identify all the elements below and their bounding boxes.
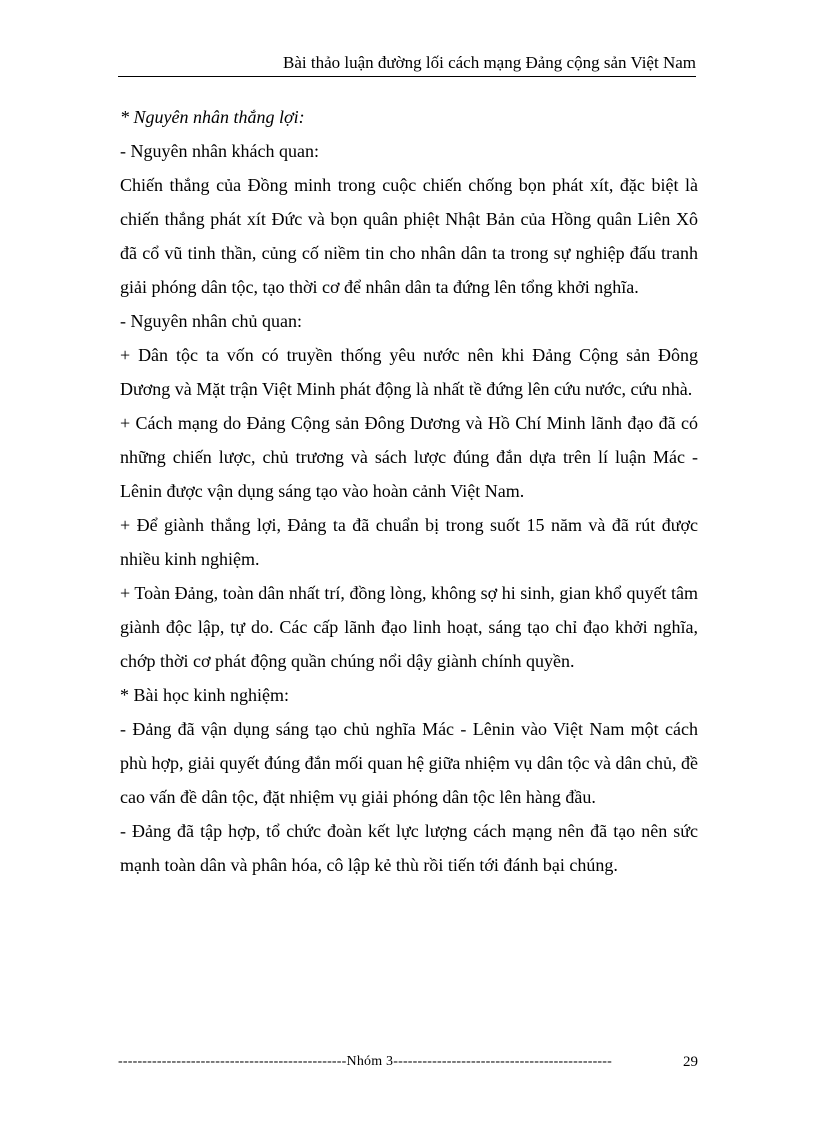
lesson-item: - Đảng đã vận dụng sáng tạo chủ nghĩa Mác - Lênin vào Việt Nam một cách phù hợp, giải quyết đúng đắn mối quan hệ giữa nhiệm vụ dân tộc và dân chủ, đề cao vấn đề dân tộc, đặt nhiệm vụ giải phóng dân tộc lên hàng đầu.: [120, 719, 698, 807]
subjective-point: + Cách mạng do Đảng Cộng sản Đông Dương và Hồ Chí Minh lãnh đạo đã có những chiến lược, chủ trương và sách lược đúng đắn dựa trên lí luận Mác - Lênin được vận dụng sáng tạo vào hoàn cảnh Việt Nam.: [120, 413, 698, 501]
subjective-point: + Dân tộc ta vốn có truyền thống yêu nước nên khi Đảng Cộng sản Đông Dương và Mặt trận Việt Minh phát động là nhất tề đứng lên cứu nước, cứu nhà.: [120, 345, 698, 399]
footer-group-label: -----------------------------------------------Nhóm 3---------------------------------------------: [118, 1054, 613, 1069]
document-body: [120, 100, 698, 882]
objective-paragraph: Chiến thắng của Đồng minh trong cuộc chiến chống bọn phát xít, đặc biệt là chiến thắng phát xít Đức và bọn quân phiệt Nhật Bản của Hồng quân Liên Xô đã cổ vũ tinh thần, củng cố niềm tin cho nhân dân ta trong sự nghiệp đấu tranh giải phóng dân tộc, tạo thời cơ để nhân dân ta đứng lên tổng khởi nghĩa.: [120, 175, 698, 297]
lesson-item: - Đảng đã tập hợp, tổ chức đoàn kết lực lượng cách mạng nên đã tạo nên sức mạnh toàn dân và phân hóa, cô lập kẻ thù rồi tiến tới đánh bại chúng.: [120, 821, 698, 875]
lessons-heading: * Bài học kinh nghiệm:: [120, 685, 289, 705]
header-title: Bài thảo luận đường lối cách mạng Đảng cộng sản Việt Nam: [283, 53, 696, 72]
cause-heading: * Nguyên nhân thắng lợi:: [120, 107, 305, 127]
page-header: [118, 50, 696, 77]
objective-label: - Nguyên nhân khách quan:: [120, 141, 319, 161]
subjective-point: + Toàn Đảng, toàn dân nhất trí, đồng lòng, không sợ hi sinh, gian khổ quyết tâm giành độc lập, tự do. Các cấp lãnh đạo linh hoạt, sáng tạo chỉ đạo khởi nghĩa, chớp thời cơ phát động quần chúng nổi dậy giành chính quyền.: [120, 583, 698, 671]
subjective-point: + Để giành thắng lợi, Đảng ta đã chuẩn bị trong suốt 15 năm và đã rút được nhiều kinh nghiệm.: [120, 515, 698, 569]
page-number: 29: [683, 1054, 698, 1070]
subjective-label: - Nguyên nhân chủ quan:: [120, 311, 302, 331]
page-footer: [118, 1052, 698, 1072]
